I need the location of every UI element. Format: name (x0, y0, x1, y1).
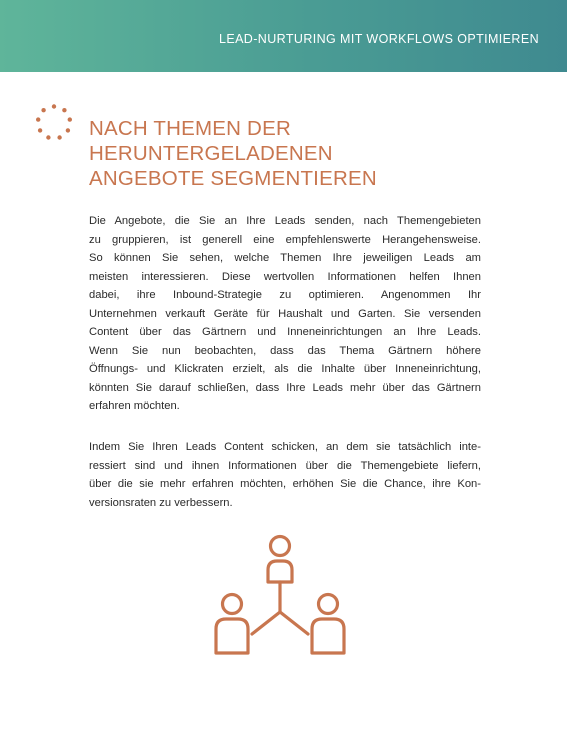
paragraph-line: versionsraten zu verbessern. (89, 496, 233, 509)
body-paragraph-1 (89, 212, 481, 416)
people-network-icon (208, 532, 352, 657)
paragraph-line: meisten interessieren. Diese wertvollen Informationen helfen Ihnen (89, 270, 481, 283)
heading-line: HERUNTERGELADENEN (89, 142, 333, 165)
paragraph-line: Content über das Gärtnern und Inneneinrichtungen an Ihre Leads. (89, 326, 481, 338)
paragraph-line: Unternehmen verkauft Geräte für Haushalt und Garten. Sie versenden (89, 307, 481, 320)
paragraph-line: Öffnungs- und Klickraten erzielt, als die Inhalte über Inneneinrichtung, (89, 363, 481, 375)
page-header (0, 0, 567, 72)
paragraph-line: dabei, ihre Inbound-Strategie zu optimieren. Angenommen Ihr (89, 289, 481, 301)
body-paragraph-2 (89, 438, 481, 512)
paragraph-line: Wenn Sie nun beobachten, dass das Thema Gärtnern höhere (89, 344, 481, 357)
section-heading (89, 116, 529, 191)
paragraph-line: Die Angebote, die Sie an Ihre Leads senden, nach Themengebieten (89, 215, 481, 227)
dotted-circle-icon (34, 103, 74, 143)
heading-line: NACH THEMEN DER (89, 117, 291, 140)
paragraph-line: über die sie mehr erfahren möchten, erhöhen Sie die Chance, ihre Kon- (89, 478, 481, 490)
paragraph-line: zu gruppieren, ist generell eine empfehlenswerte Herangehensweise. (89, 233, 481, 246)
paragraph-line: ressiert sind und ihnen Informationen über die Themengebiete liefern, (89, 459, 481, 472)
header-title: LEAD-NURTURING MIT WORKFLOWS OPTIMIEREN (218, 32, 539, 46)
paragraph-line: erfahren möchten. (89, 400, 180, 412)
heading-line: ANGEBOTE SEGMENTIEREN (89, 167, 377, 190)
paragraph-line: Indem Sie Ihren Leads Content schicken, an dem sie tatsächlich inte- (89, 441, 481, 453)
paragraph-line: könnten Sie darauf schließen, dass Ihre Leads mehr über das Gärtnern (89, 381, 481, 394)
paragraph-line: So können Sie sehen, welche Themen Ihre jeweiligen Leads am (89, 252, 481, 264)
